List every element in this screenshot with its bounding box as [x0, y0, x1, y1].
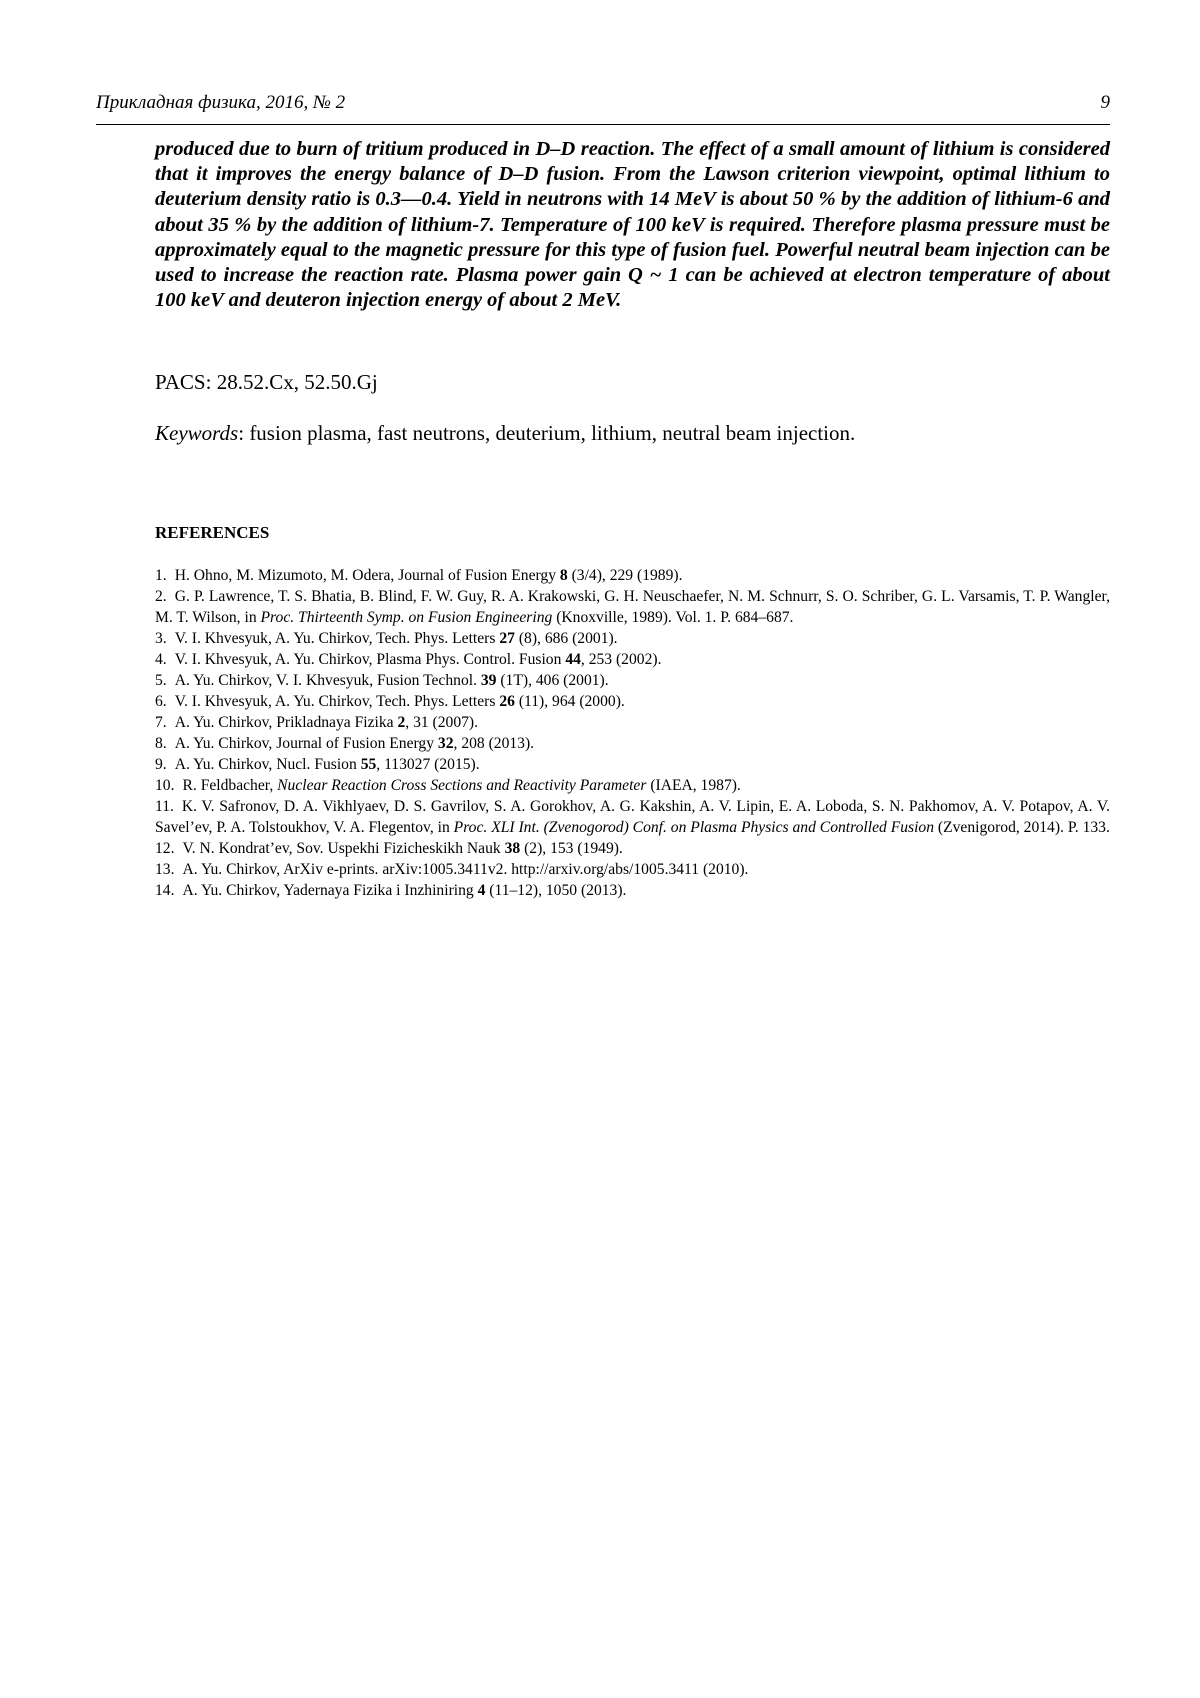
keywords-line	[155, 421, 855, 446]
keywords-label: Keywords	[155, 421, 239, 445]
reference-item: 14. A. Yu. Chirkov, Yadernaya Fizika i Inzhiniring 4 (11–12), 1050 (2013).	[155, 882, 627, 899]
abstract-text: produced due to burn of tritium produced in D–D reaction. The effect of a small amount of lithium is considered that it improves the energy balance of D–D fusion. From the Lawson criterion viewpoint, optimal lithium to deuterium density ratio is 0.3—0.4. Yield in neutrons with 14 MeV is about 50 % by the addition of lithium-6 and about 35 % by the addition of lithium-7. Temperature of 100 keV is required. Therefore plasma pressure must be approximately equal to the magnetic pressure for this type of fusion fuel. Powerful neutral beam injection can be used to increase the reaction rate. Plasma power gain Q ~ 1 can be achieved at electron temperature of about 100 keV and deuteron injection energy of about 2 MeV.	[155, 138, 1110, 312]
keywords-text: : fusion plasma, fast neutrons, deuterium, lithium, neutral beam injection.	[238, 421, 856, 445]
reference-item: 5. A. Yu. Chirkov, V. I. Khvesyuk, Fusion Technol. 39 (1T), 406 (2001).	[155, 672, 609, 689]
reference-item: 7. A. Yu. Chirkov, Prikladnaya Fizika 2, 31 (2007).	[155, 714, 479, 731]
reference-item: 6. V. I. Khvesyuk, A. Yu. Chirkov, Tech. Phys. Letters 26 (11), 964 (2000).	[155, 693, 625, 710]
reference-item: 1. H. Ohno, M. Mizumoto, M. Odera, Journal of Fusion Energy 8 (3/4), 229 (1989).	[155, 567, 683, 584]
journal-citation: Прикладная физика, 2016, № 2	[96, 92, 346, 113]
reference-item: 10. R. Feldbacher, Nuclear Reaction Cross Sections and Reactivity Parameter (IAEA, 1987).	[155, 777, 741, 794]
pacs-codes: PACS: 28.52.Cx, 52.50.Gj	[155, 370, 378, 394]
reference-item: 11. K. V. Safronov, D. A. Vikhlyaev, D. S. Gavrilov, S. A. Gorokhov, A. G. Kakshin, A. V. Lipin, E. A. Loboda, S. N. Pakhomov, A. V. Potapov, A. V. Savel’ev, P. A. Tolstoukhov, V. A. Flegentov, in Proc. XLI Int. (Zvenogorod) Conf. on Plasma Physics and Controlled Fusion (Zvenigorod, 2014). P. 133.	[155, 798, 1110, 836]
header-rule	[96, 124, 1110, 125]
page-number: 9	[1100, 92, 1110, 113]
running-header	[96, 92, 1110, 120]
references-heading: REFERENCES	[155, 523, 270, 542]
references-list	[155, 565, 1110, 901]
reference-item: 2. G. P. Lawrence, T. S. Bhatia, B. Blind, F. W. Guy, R. A. Krakowski, G. H. Neuschaefer, N. M. Schnurr, S. O. Schriber, G. L. Varsamis, T. P. Wangler, M. T. Wilson, in Proc. Thirteenth Symp. on Fusion Engineering (Knoxville, 1989). Vol. 1. P. 684–687.	[155, 588, 1110, 626]
reference-item: 3. V. I. Khvesyuk, A. Yu. Chirkov, Tech. Phys. Letters 27 (8), 686 (2001).	[155, 630, 618, 647]
reference-item: 12. V. N. Kondrat’ev, Sov. Uspekhi Fizicheskikh Nauk 38 (2), 153 (1949).	[155, 840, 623, 857]
reference-item: 8. A. Yu. Chirkov, Journal of Fusion Energy 32, 208 (2013).	[155, 735, 535, 752]
reference-item: 13. A. Yu. Chirkov, ArXiv e-prints. arXiv:1005.3411v2. http://arxiv.org/abs/1005.3411 (2010).	[155, 861, 749, 878]
reference-item: 4. V. I. Khvesyuk, A. Yu. Chirkov, Plasma Phys. Control. Fusion 44, 253 (2002).	[155, 651, 662, 668]
reference-item: 9. A. Yu. Chirkov, Nucl. Fusion 55, 113027 (2015).	[155, 756, 480, 773]
